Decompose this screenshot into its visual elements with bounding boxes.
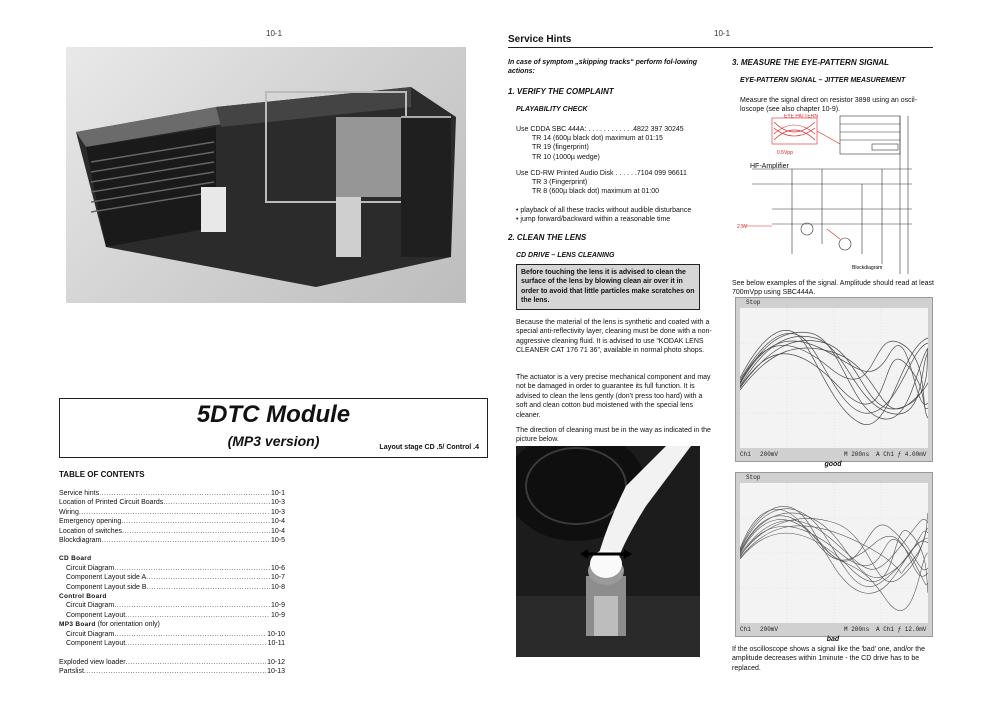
- cdrw-tracks: TR 3 (Fingerprint) TR 8 (600µ black dot) maximum at 01:00: [532, 179, 659, 196]
- cd-changer-module-image: [66, 47, 466, 303]
- svg-text:EYE PATTERN: EYE PATTERN: [784, 114, 818, 120]
- svg-text:2.5V: 2.5V: [737, 224, 748, 230]
- scope-good-topbar: [736, 298, 932, 307]
- right-page-number: 10-1: [714, 29, 731, 38]
- warning-box: Before touching the lens it is advised to clean the surface of the lens by blowing clean air over it in order to avoid that little particles make scratches on the lens.: [516, 264, 700, 310]
- toc-entry[interactable]: Component Layout side B ..... 10-8: [59, 583, 285, 592]
- eye-pattern-good: [740, 308, 928, 448]
- lens-cleaning-photo: [516, 446, 700, 657]
- final-instruction: If the oscilloscope shows a signal like the 'bad' one, and/or the amplitude decreases within 1minute - the CD drive has to be replaced.: [732, 646, 925, 672]
- title-rule: [508, 47, 933, 48]
- toc-section-control-board: Control Board: [59, 593, 107, 601]
- check-bullets: • playback of all these tracks without audible disturbance • jump forward/backward within a reasonable time: [516, 207, 692, 224]
- svg-text:Blockdiagram: Blockdiagram: [852, 265, 883, 271]
- jitter-measurement-heading: EYE-PATTERN SIGNAL – JITTER MEASUREMENT: [740, 77, 906, 84]
- playability-check-heading: PLAYABILITY CHECK: [516, 106, 588, 113]
- module-photo: [66, 47, 466, 303]
- scope-good-caption: good: [824, 461, 842, 468]
- cdda-line: Use CDDA SBC 444A: . . . . . . . . . . . .4822 397 30245: [516, 126, 684, 133]
- toc-entry[interactable]: Emergency opening ..... 10-4: [59, 517, 285, 526]
- svg-text:0.5Vpp: 0.5Vpp: [777, 150, 793, 156]
- toc-section-cd-board: CD Board: [59, 555, 92, 563]
- toc-section-mp3-board: MP3 Board (for orientation only): [59, 621, 160, 629]
- cdrw-line: Use CD-RW Printed Audio Disk . . . . . .7104 099 96611: [516, 170, 687, 177]
- section2-heading: 2. CLEAN THE LENS: [508, 233, 587, 242]
- toc-entry[interactable]: Component Layout ..... 10-11: [59, 639, 285, 648]
- toc-entry[interactable]: Partslist ..... 10-13: [59, 667, 285, 676]
- module-subtitle: (MP3 version): [227, 433, 320, 449]
- lens-paragraph-3: The direction of cleaning must be in the way as indicated in the picture below.: [516, 427, 711, 444]
- scope-bad-topbar: Stop: [736, 473, 932, 482]
- toc-entry[interactable]: Service hints ..... 10-1: [59, 489, 285, 498]
- toc-entry[interactable]: Component Layout ..... 10-9: [59, 611, 285, 620]
- cdda-tracks: TR 14 (600µ black dot) maximum at 01:15 TR 19 (fingerprint) TR 10 (1000µ wedge): [532, 135, 663, 161]
- toc-entry[interactable]: Exploded view loader ..... 10-12: [59, 658, 285, 667]
- toc-entry[interactable]: Component Layout side A ..... 10-7: [59, 573, 285, 582]
- cotton-bud-image: [516, 446, 700, 657]
- signal-examples-text: See below examples of the signal. Amplitude should read at least 700mVpp using SBC444A.: [732, 280, 934, 297]
- table-of-contents: [59, 489, 285, 676]
- toc-entry[interactable]: Blockdiagram ..... 10-5: [59, 536, 285, 545]
- scope-bad-statusbar: Ch1 200mV M 200ns A Ch1 ƒ 12.0mV: [736, 625, 932, 635]
- toc-entry[interactable]: Location of switches ..... 10-4: [59, 527, 285, 536]
- module-title-box: [59, 398, 488, 458]
- service-hints-title: Service Hints: [508, 34, 572, 45]
- hf-amplifier-schematic: [732, 114, 932, 276]
- hf-amplifier-label: HF-Amplifier: [750, 163, 789, 170]
- intro-text: In case of symptom „skipping tracks“ perform fol-lowing actions:: [508, 59, 698, 76]
- layout-stage-note: Layout stage CD .5/ Control .4: [379, 444, 479, 451]
- scope-good-statusbar: Ch1 200mV M 200ns A Ch1 ƒ 4.00mV: [736, 450, 932, 460]
- toc-entry[interactable]: Circuit Diagram ..... 10-6: [59, 564, 285, 573]
- left-page-number: 10-1: [266, 29, 283, 38]
- eye-pattern-bad: [740, 483, 928, 623]
- scope-good: [735, 297, 933, 462]
- section3-heading: 3. MEASURE THE EYE-PATTERN SIGNAL: [732, 58, 890, 67]
- toc-entry[interactable]: Wiring ..... 10-3: [59, 508, 285, 517]
- toc-entry[interactable]: Location of Printed Circuit Boards ..... 10-3: [59, 498, 285, 507]
- section1-heading: 1. VERIFY THE COMPLAINT: [508, 87, 614, 96]
- lens-paragraph-2: The actuator is a very precise mechanical component and may not be damaged in order to guarantee its full function. It is advised to clean the lens gently (don’t press too hard) with a soft and clean cotton bud moistened with the special lens cleaner.: [516, 374, 711, 419]
- module-title: 5DTC Module: [196, 401, 351, 428]
- scope-status: Stop: [746, 299, 761, 306]
- scope-bad: [735, 472, 933, 637]
- scope-bad-caption: bad: [826, 636, 840, 643]
- lens-paragraph-1: Because the material of the lens is synthetic and coated with a special anti-reflectivity layer, cleaning must be done with a non-aggressive cleaning fluid. It is advised to use “KODAK LENS CLEANER CAT 176 71 36”, available in normal photo shops.: [516, 319, 712, 355]
- measure-text: Measure the signal direct on resistor 3898 using an oscil-loscope (see also chapter 10-9).: [740, 97, 918, 114]
- toc-entry[interactable]: Circuit Diagram ..... 10-10: [59, 630, 285, 639]
- lens-cleaning-heading: CD DRIVE – LENS CLEANING: [516, 252, 615, 259]
- toc-entry[interactable]: Circuit Diagram ..... 10-9: [59, 601, 285, 610]
- toc-heading: TABLE OF CONTENTS: [59, 470, 145, 479]
- schematic-drawing: [732, 114, 932, 276]
